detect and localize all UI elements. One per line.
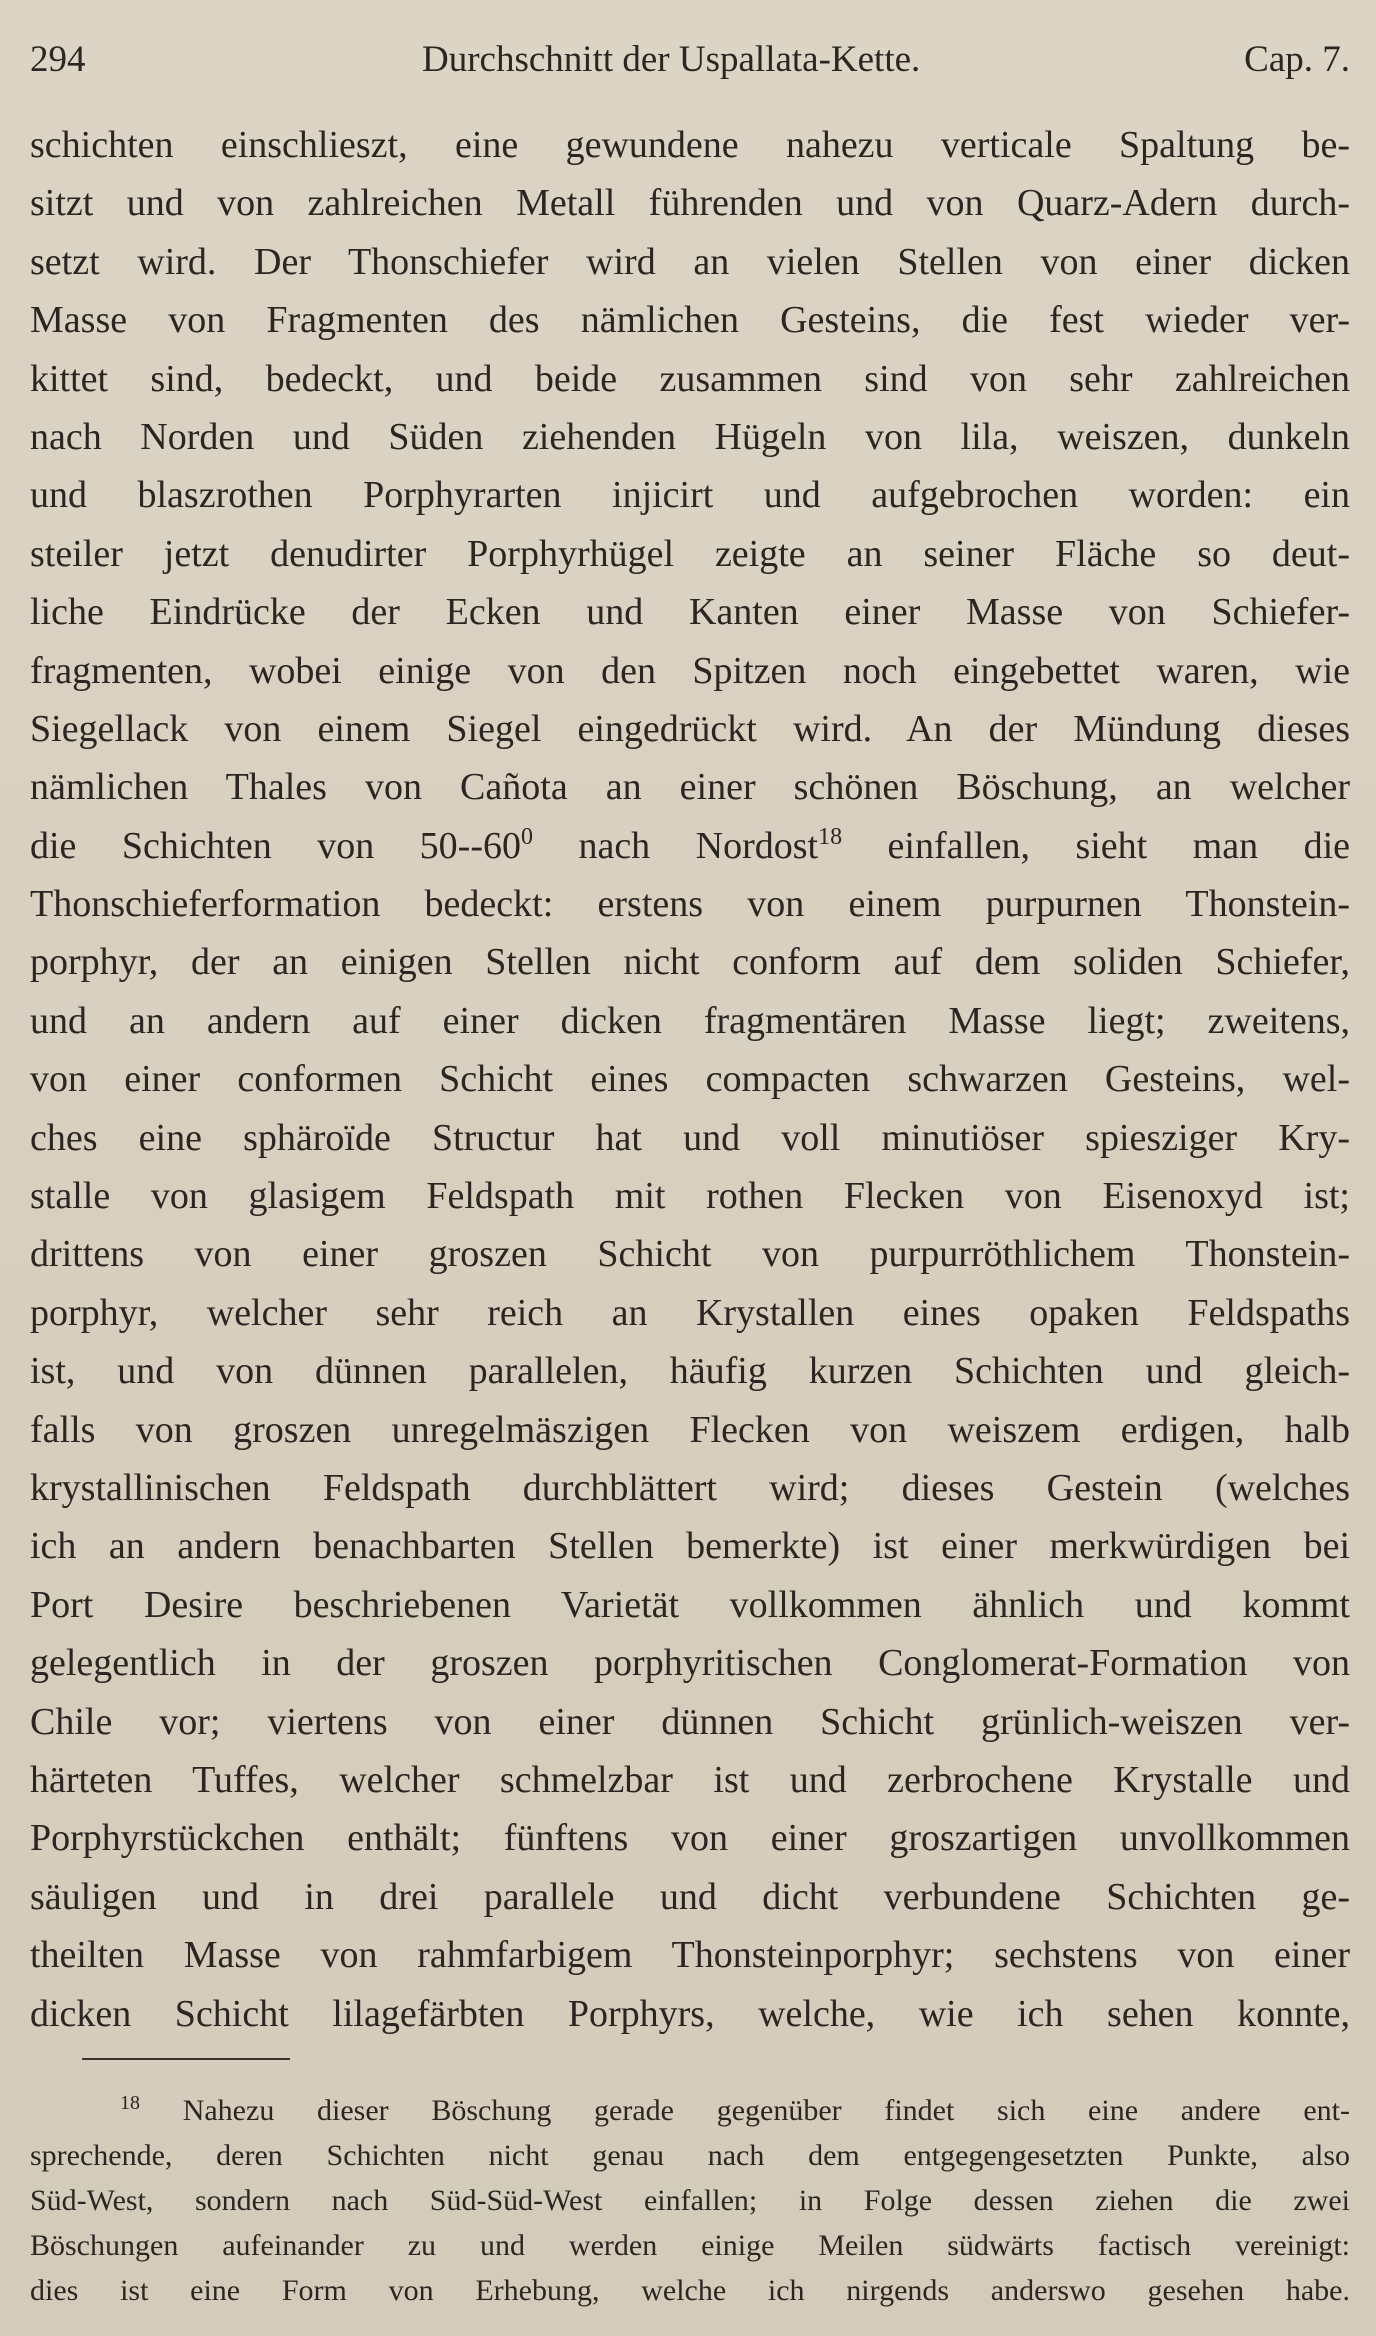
text-line: Chile vor; viertens von einer dünnen Schicht grünlich-weiszen ver-	[30, 1700, 1350, 1743]
footnote-reference: 18	[818, 823, 843, 850]
main-text	[30, 116, 1350, 2043]
running-title: Durchschnitt der Uspallata-Kette.	[422, 39, 921, 80]
text-line: Masse von Fragmenten des nämlichen Gesteins, die fest wieder ver-	[30, 299, 1350, 342]
text-line: Thonschieferformation bedeckt: erstens von einem purpurnen Thonstein-	[30, 883, 1350, 926]
text-line: gelegentlich in der groszen porphyritischen Conglomerat-Formation von	[30, 1642, 1350, 1685]
text-segment: die Schichten von 50--60	[30, 824, 521, 867]
text-line: fragmenten, wobei einige von den Spitzen noch eingebettet waren, wie	[30, 649, 1350, 692]
text-line: falls von groszen unregelmäszigen Flecken von weiszem erdigen, halb	[30, 1408, 1350, 1451]
text-line: setzt wird. Der Thonschiefer wird an vielen Stellen von einer dicken	[30, 240, 1350, 283]
text-line: ist, und von dünnen parallelen, häufig kurzen Schichten und gleich-	[30, 1350, 1350, 1393]
text-line-with-footnote-ref	[30, 817, 1350, 875]
text-line: von einer conformen Schicht eines compacten schwarzen Gesteins, wel-	[30, 1058, 1350, 1101]
footnote-line: Böschungen aufeinander zu und werden einige Meilen südwärts factisch vereinigt:	[30, 2229, 1350, 2262]
text-line: Port Desire beschriebenen Varietät vollkommen ähnlich und kommt	[30, 1583, 1350, 1626]
chapter-label: Cap. 7.	[1244, 39, 1350, 80]
text-segment: einfallen, sieht man die	[842, 824, 1350, 867]
footnote	[30, 2088, 1350, 2313]
footnote-divider	[82, 2058, 290, 2060]
footnote-line: dies ist eine Form von Erhebung, welche ich nirgends anderswo gesehen habe.	[30, 2274, 1350, 2307]
text-line: sitzt und von zahlreichen Metall führenden und von Quarz-Adern durch-	[30, 182, 1350, 225]
page-number: 294	[30, 39, 86, 80]
text-line: und an andern auf einer dicken fragmentären Masse liegt; zweitens,	[30, 999, 1350, 1042]
footnote-line	[30, 2088, 1350, 2133]
text-line: drittens von einer groszen Schicht von purpurröthlichem Thonstein-	[30, 1233, 1350, 1276]
page-header	[30, 30, 1350, 90]
text-line: härteten Tuffes, welcher schmelzbar ist und zerbrochene Krystalle und	[30, 1758, 1350, 1801]
footnote-line: Süd-West, sondern nach Süd-Süd-West einfallen; in Folge dessen ziehen die zwei	[30, 2184, 1350, 2217]
text-line: Siegellack von einem Siegel eingedrückt wird. An der Mündung dieses	[30, 707, 1350, 750]
footnote-text: Nahezu dieser Böschung gerade gegenüber findet sich eine andere ent-	[140, 2094, 1350, 2127]
text-line: stalle von glasigem Feldspath mit rothen Flecken von Eisenoxyd ist;	[30, 1175, 1350, 1218]
text-line: porphyr, welcher sehr reich an Krystallen eines opaken Feldspaths	[30, 1291, 1350, 1334]
text-line: nämlichen Thales von Cañota an einer schönen Böschung, an welcher	[30, 766, 1350, 809]
text-line: steiler jetzt denudirter Porphyrhügel zeigte an seiner Fläche so deut-	[30, 532, 1350, 575]
text-line: liche Eindrücke der Ecken und Kanten einer Masse von Schiefer-	[30, 591, 1350, 634]
text-line: ich an andern benachbarten Stellen bemerkte) ist einer merkwürdigen bei	[30, 1525, 1350, 1568]
text-line: porphyr, der an einigen Stellen nicht conform auf dem soliden Schiefer,	[30, 941, 1350, 984]
text-segment: nach Nordost	[532, 824, 819, 867]
degree-mark: 0	[520, 823, 533, 850]
text-line: schichten einschlieszt, eine gewundene nahezu verticale Spaltung be-	[30, 124, 1350, 166]
text-line: säuligen und in drei parallele und dicht verbundene Schichten ge-	[30, 1875, 1350, 1918]
text-line: und blaszrothen Porphyrarten injicirt und aufgebrochen worden: ein	[30, 474, 1350, 517]
text-line: ches eine sphäroïde Structur hat und voll minutiöser spiesziger Kry-	[30, 1116, 1350, 1159]
footnote-number: 18	[120, 2092, 140, 2114]
text-line: kittet sind, bedeckt, und beide zusammen sind von sehr zahlreichen	[30, 357, 1350, 400]
text-line: krystallinischen Feldspath durchblättert wird; dieses Gestein (welches	[30, 1466, 1350, 1509]
text-line: Porphyrstückchen enthält; fünftens von einer groszartigen unvollkommen	[30, 1817, 1350, 1860]
text-line: theilten Masse von rahmfarbigem Thonsteinporphyr; sechstens von einer	[30, 1934, 1350, 1977]
footnote-line: sprechende, deren Schichten nicht genau nach dem entgegengesetzten Punkte, also	[30, 2139, 1350, 2172]
text-line: nach Norden und Süden ziehenden Hügeln von lila, weiszen, dunkeln	[30, 415, 1350, 458]
text-line: dicken Schicht lilagefärbten Porphyrs, welche, wie ich sehen konnte,	[30, 1992, 1350, 2035]
